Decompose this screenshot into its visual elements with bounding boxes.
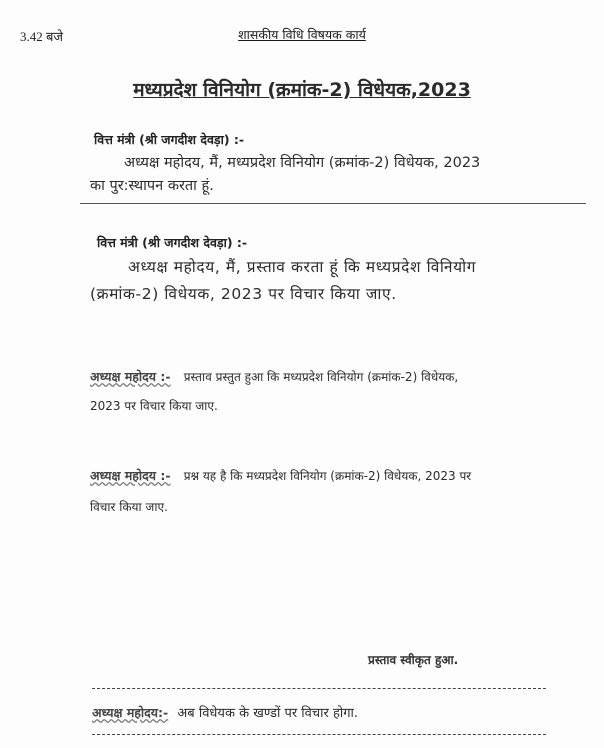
speaker-speaker-1: अध्यक्ष महोदय :- — [90, 369, 171, 384]
bill-title: मध्यप्रदेश विनियोग (क्रमांक-2) विधेयक,2023 — [133, 79, 471, 101]
divider-rule — [80, 203, 586, 204]
block5-text: अब विधेयक के खण्डों पर विचार होगा. — [177, 706, 359, 721]
block1-line1: अध्यक्ष महोदय, मैं, मध्यप्रदेश विनियोग (क्रमांक-2) विधेयक, 2023 — [124, 155, 481, 171]
block5-row — [92, 700, 358, 728]
block3-line1-row — [90, 363, 458, 391]
block2-line2: (क्रमांक-2) विधेयक, 2023 पर विचार किया जाए. — [90, 285, 397, 303]
block4-line1-row — [90, 462, 471, 490]
block2-line1: अध्यक्ष महोदय, मैं, प्रस्ताव करता हूं कि मध्यप्रदेश विनियोग — [128, 258, 477, 276]
motion-accepted: प्रस्ताव स्वीकृत हुआ. — [368, 653, 459, 667]
block1-line2: का पुर:स्थापन करता हूं. — [90, 178, 214, 194]
time-stamp: 3.42 बजे — [20, 29, 64, 44]
speaker-speaker-3: अध्यक्ष महोदय:- — [92, 705, 169, 720]
speaker-finance-minister-2: वित्त मंत्री (श्री जगदीश देवड़ा) :- — [97, 235, 248, 250]
block3-line1: प्रस्ताव प्रस्तुत हुआ कि मध्यप्रदेश विनियोग (क्रमांक-2) विधेयक, — [183, 370, 459, 384]
block4-line2: विचार किया जाए. — [90, 500, 168, 514]
block4-line1: प्रश्न यह है कि मध्यप्रदेश विनियोग (क्रमांक-2) विधेयक, 2023 पर — [183, 469, 472, 483]
section-header: शासकीय विधि विषयक कार्य — [238, 27, 366, 42]
speaker-finance-minister-1: वित्त मंत्री (श्री जगदीश देवड़ा) :- — [94, 132, 245, 147]
speaker-speaker-2: अध्यक्ष महोदय :- — [90, 468, 171, 483]
dashed-rule-bottom — [92, 734, 546, 735]
block3-line2: 2023 पर विचार किया जाए. — [90, 399, 218, 413]
dashed-rule-top — [92, 688, 546, 689]
